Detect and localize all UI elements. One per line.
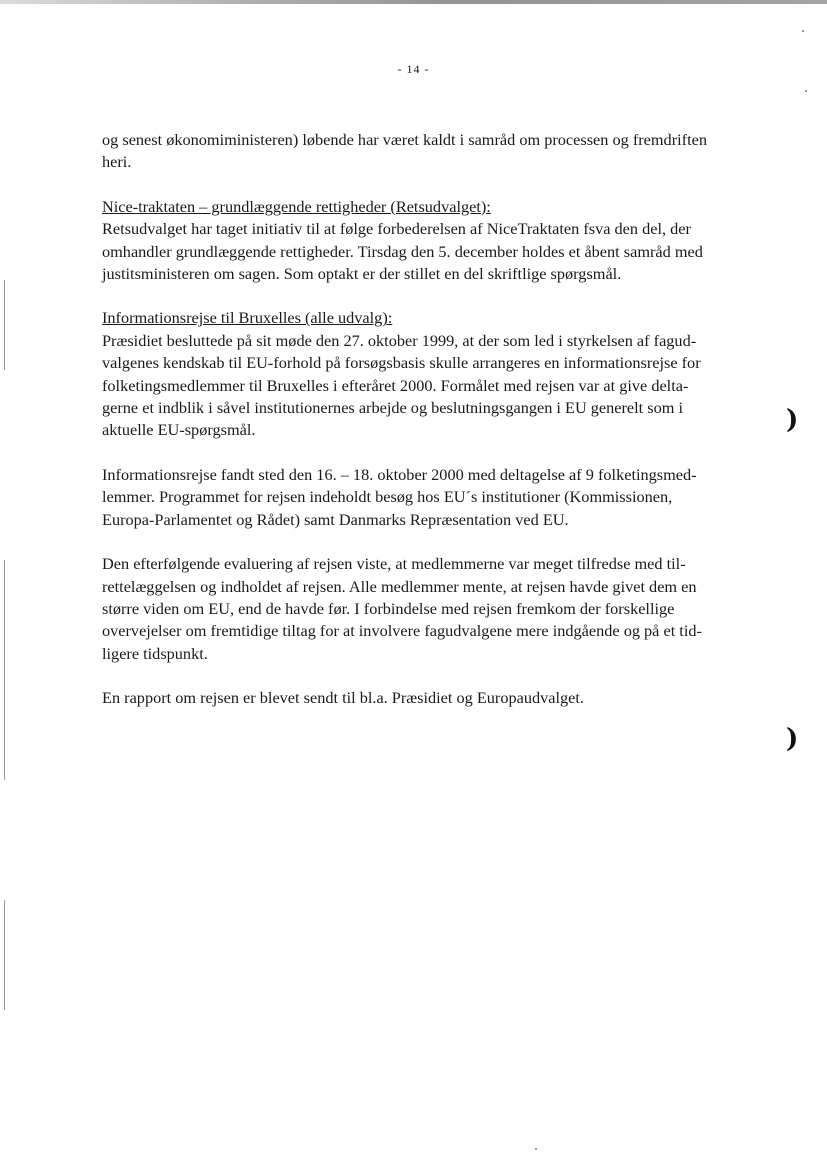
- section-heading: Informationsrejse til Bruxelles (alle udvalg):: [102, 308, 393, 328]
- page-number: - 14 -: [397, 62, 430, 76]
- scan-edge-mark: [4, 560, 5, 780]
- binding-hole-mark-icon: ): [786, 405, 799, 435]
- text-line: justitsministeren om sagen. Som optakt er der stillet en del skriftlige spørgsmål.: [102, 264, 622, 284]
- text-line: overvejelser om fremtidige tiltag for at involvere fagudvalgene mere indgående og på et tid-: [102, 621, 702, 641]
- text-line: ligere tidspunkt.: [102, 643, 208, 663]
- paragraph-evaluering: [102, 553, 792, 665]
- paragraph-rapport: [102, 687, 792, 709]
- text-line: heri.: [102, 152, 132, 172]
- text-line: aktuelle EU-spørgsmål.: [102, 420, 256, 440]
- text-line: Informationsrejse fandt sted den 16. – 18. oktober 2000 med deltagelse af 9 folketingsmed-: [102, 464, 697, 484]
- text-line: En rapport om rejsen er blevet sendt til bl.a. Præsidiet og Europaudvalget.: [102, 688, 584, 708]
- paragraph-intro: [102, 129, 792, 174]
- section-heading: Nice-traktaten – grundlæggende rettigheder (Retsudvalget):: [102, 196, 491, 216]
- text-line: og senest økonomiministeren) løbende har været kaldt i samråd om processen og fremdriften: [102, 130, 707, 149]
- text-line: gerne et indblik i såvel institutionernes arbejde og beslutningsgangen i EU generelt som i: [102, 398, 684, 418]
- text-line: rettelæggelsen og indholdet af rejsen. Alle medlemmer mente, at rejsen havde givet dem en: [102, 576, 697, 596]
- text-line: Retsudvalget har taget initiativ til at følge forbederelsen af NiceTraktaten fsva den del, der: [102, 219, 691, 239]
- scan-speck: [535, 1148, 537, 1150]
- text-line: omhandler grundlæggende rettigheder. Tirsdag den 5. december holdes et åbent samråd med: [102, 241, 703, 261]
- text-line: større viden om EU, end de havde før. I forbindelse med rejsen fremkom der forskellige: [102, 598, 675, 618]
- scan-speck: [805, 90, 807, 92]
- scan-edge-mark: [4, 280, 5, 370]
- paragraph-rejse-fandt-sted: [102, 464, 792, 531]
- text-line: folketingsmedlemmer til Bruxelles i efteråret 2000. Formålet med rejsen var at give delta-: [102, 375, 689, 395]
- text-line: valgenes kendskab til EU-forhold på forsøgsbasis skulle arrangeres en informationsrejse for: [102, 353, 701, 373]
- scan-top-border: [0, 0, 827, 4]
- scan-edge-mark: [4, 900, 5, 1010]
- text-line: Den efterfølgende evaluering af rejsen viste, at medlemmerne var meget tilfredse med til-: [102, 554, 686, 574]
- paragraph-informationsrejse: [102, 307, 792, 441]
- document-body: [102, 129, 792, 732]
- text-line: Europa-Parlamentet og Rådet) samt Danmarks Repræsentation ved EU.: [102, 509, 569, 529]
- text-line: lemmer. Programmet for rejsen indeholdt besøg hos EU´s institutioner (Kommissionen,: [102, 487, 673, 507]
- paragraph-nice-traktaten: [102, 196, 792, 286]
- binding-hole-mark-icon: ): [786, 724, 799, 754]
- scan-speck: [802, 30, 804, 32]
- text-line: Præsidiet besluttede på sit møde den 27. oktober 1999, at der som led i styrkelsen af fagud-: [102, 330, 697, 350]
